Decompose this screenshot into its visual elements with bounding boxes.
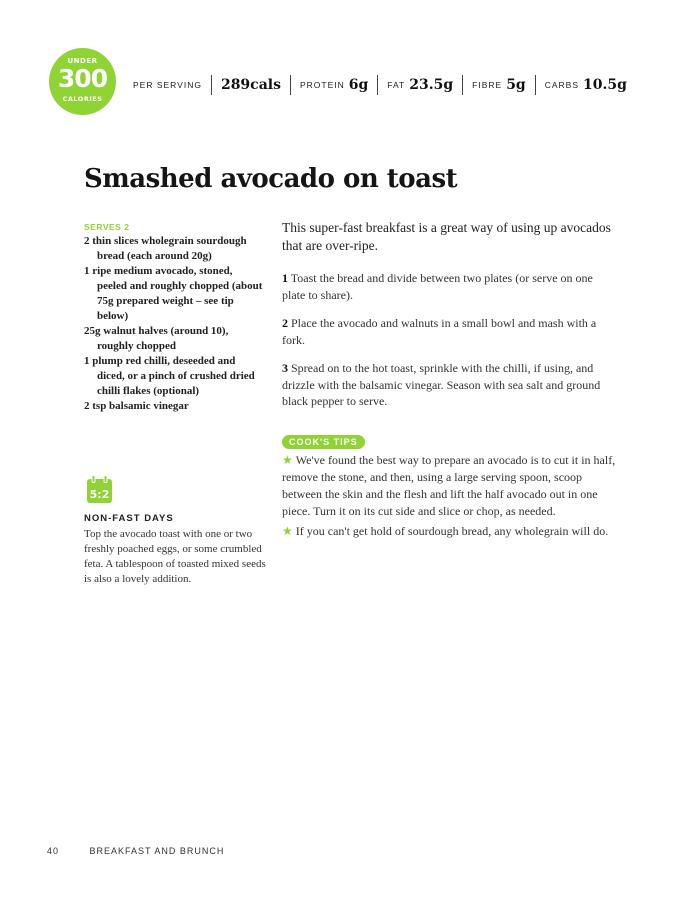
method-step <box>282 315 617 348</box>
serves-label: SERVES 2 <box>84 222 130 232</box>
method-step <box>282 360 617 410</box>
page-number: 40 <box>47 846 60 856</box>
ingredient-item: 25g walnut halves (around 10), roughly chopped <box>84 325 229 352</box>
cooks-tips-heading: COOK'S TIPS <box>282 435 365 449</box>
fat-label: FAT <box>387 80 406 90</box>
fast-day-icon-label: 5:2 <box>89 488 110 501</box>
ingredient-list <box>84 234 264 414</box>
method-column <box>282 219 617 540</box>
ingredient-item: 1 plump red chilli, deseeded and diced, or a pinch of crushed dried chilli flakes (optional) <box>84 355 255 397</box>
carbs-value: 10.5g <box>583 77 627 93</box>
recipe-intro: This super-fast breakfast is a great way of using up avocados that are over-ripe. <box>282 220 611 253</box>
calendar-5-2-icon <box>86 475 113 504</box>
nutrition-bar <box>133 74 627 96</box>
calories-value: 289cals <box>220 77 281 93</box>
step-number: 2 <box>282 316 288 330</box>
ingredient-item: 1 ripe medium avocado, stoned, peeled and roughly chopped (about 75g prepared weight – see tip below) <box>84 265 263 322</box>
ingredients-column <box>84 222 264 414</box>
step-number: 1 <box>282 271 288 285</box>
star-icon: ★ <box>282 452 293 467</box>
badge-under-label: UNDER <box>67 57 98 65</box>
step-number: 3 <box>282 361 288 375</box>
per-serving-label: PER SERVING <box>133 80 202 90</box>
recipe-title: Smashed avocado on toast <box>84 164 458 194</box>
fibre-label: FIBRE <box>472 80 503 90</box>
fibre-value: 5g <box>506 77 526 93</box>
protein-value: 6g <box>348 77 369 93</box>
star-icon: ★ <box>282 523 293 538</box>
divider <box>211 75 212 95</box>
cooks-tip <box>282 523 617 540</box>
step-text: Place the avocado and walnuts in a small bowl and mash with a fork. <box>282 316 597 347</box>
ingredient-item: 2 thin slices wholegrain sourdough bread (each around 20g) <box>84 235 247 262</box>
under-300-calories-badge <box>49 48 116 115</box>
method-step <box>282 270 617 303</box>
cooks-tip <box>282 452 617 520</box>
fat-value: 23.5g <box>409 77 454 93</box>
divider <box>290 75 291 95</box>
step-text: Spread on to the hot toast, sprinkle with the chilli, if using, and drizzle with the balsamic vinegar. Season with sea salt and ground black pepper to serve. <box>282 361 601 408</box>
badge-calorie-number: 300 <box>57 64 108 93</box>
non-fast-days-text: Top the avocado toast with one or two freshly poached eggs, or some crumbled feta. A tablespoon of toasted mixed seeds is also a lovely addition. <box>84 528 266 585</box>
step-text: Toast the bread and divide between two plates (or serve on one plate to share). <box>282 271 593 302</box>
non-fast-days-heading: NON-FAST DAYS <box>84 513 174 524</box>
protein-label: PROTEIN <box>299 80 345 90</box>
section-name: BREAKFAST AND BRUNCH <box>89 846 225 856</box>
page-footer <box>47 846 224 856</box>
badge-calories-label: CALORIES <box>62 95 103 103</box>
carbs-label: CARBS <box>544 80 580 90</box>
divider <box>535 75 536 95</box>
tip-text: If you can't get hold of sourdough bread, any wholegrain will do. <box>295 523 609 538</box>
ingredient-item: 2 tsp balsamic vinegar <box>84 400 189 412</box>
divider <box>462 75 463 95</box>
tip-text: We've found the best way to prepare an avocado is to cut it in half, remove the stone, and then, using a large serving spoon, scoop between the skin and the flesh and lift the half avocado out in one piece. Turn it on its cut side and slice or chop, as needed. <box>282 452 616 518</box>
divider <box>377 75 378 95</box>
